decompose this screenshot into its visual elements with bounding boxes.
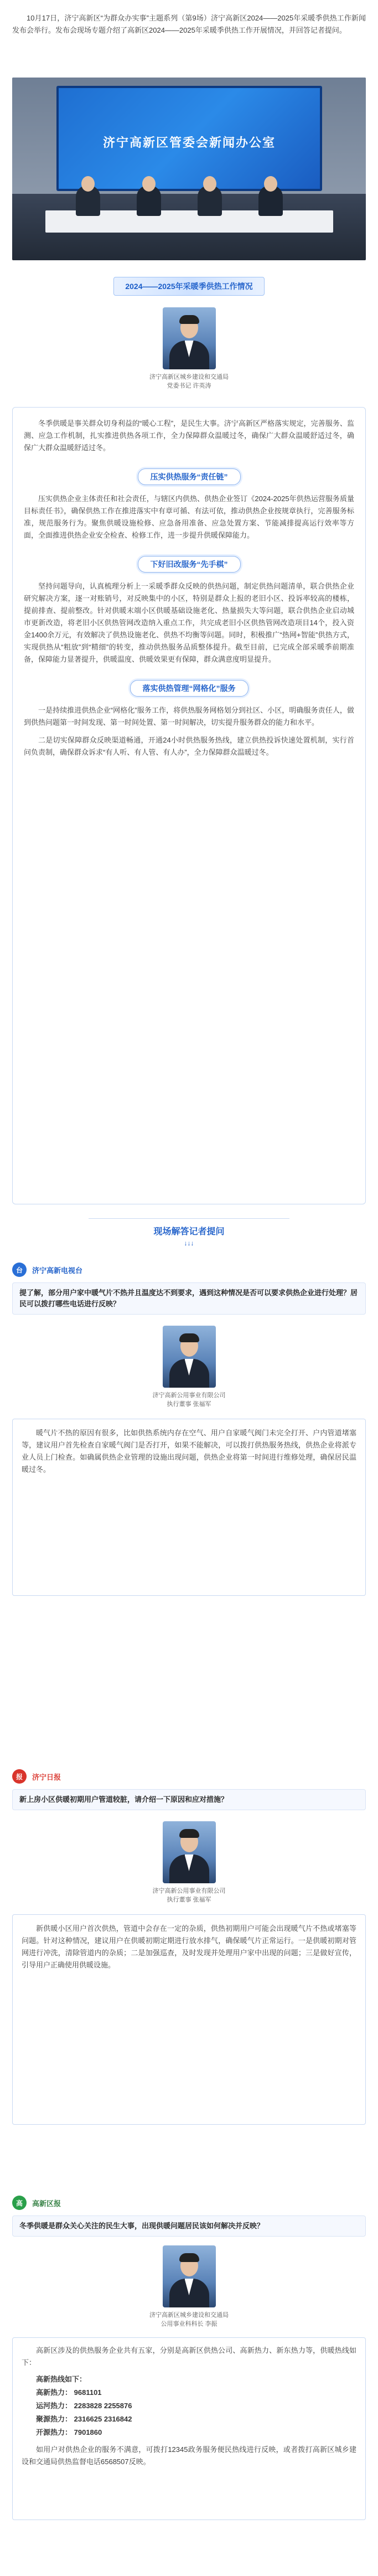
hotline-name: 聚源热力： bbox=[36, 2415, 73, 2423]
speaker-1 bbox=[0, 307, 378, 390]
qa-block-2 bbox=[0, 1769, 378, 2125]
intro-paragraph: 10月17日，济宁高新区“为群众办实事”主题系列（第9场）济宁高新区2024——2025年采暖季供热工作新闻发布会举行。发布会现场专题介绍了高新区2024——2025年采暖季供热工作开展情况，并回答记者提问。 bbox=[12, 14, 366, 34]
qa-block-1 bbox=[0, 1263, 378, 1596]
media-name: 济宁高新电视台 bbox=[32, 1266, 83, 1275]
overview-card bbox=[12, 407, 366, 1204]
question-text: 提了解，部分用户家中暖气片不热并且温度达不到要求，遇到这种情况是否可以要求供热企业进行处理？居民可以拨打哪些电话进行反映？ bbox=[12, 1282, 366, 1315]
speaker-block bbox=[12, 1326, 366, 1409]
speaker-portrait bbox=[163, 307, 216, 369]
hotline-number[interactable]: 7901860 bbox=[74, 2428, 102, 2436]
speaker-portrait bbox=[163, 1326, 216, 1388]
conference-photo bbox=[0, 78, 378, 260]
hotline-name: 开源热力： bbox=[36, 2428, 73, 2436]
sub3-paragraph-2: 二是切实保障群众反映渠道畅通，开通24小时供热服务热线，建立供热投诉快速处置机制，实行首问负责制，确保群众诉求“有人听、有人管、有人办”，全力保障群众温暖过冬。 bbox=[24, 736, 354, 756]
sub1-title: 压实供热服务“责任链” bbox=[138, 468, 241, 485]
speaker-org: 济宁高新公用事业有限公司 bbox=[152, 1392, 226, 1399]
media-header bbox=[12, 1263, 366, 1277]
media-logo-icon: 高 bbox=[12, 2196, 27, 2210]
speaker-org: 济宁高新区城乡建设和交通局 bbox=[149, 374, 229, 380]
sub2-paragraph: 坚持问题导向，认真梳理分析上一采暖季群众反映的供热问题，制定供热问题清单，联合供热企业研究解决方案，逐一对账销号，对反映集中的小区，特别是群众上报的老旧小区、投诉率较高的楼栋，提前排查、提前整改。针对供暖末端小区供暖基础设施老化、热量损失大等问题，联合供热企业启动城市更新改造，将老旧小区供热管网改造纳入重点工作，共完成老旧小区供热管网改造项目14个，投入资金1400余万元，有效解决了供热设施老化、供热不均衡等问题。同时，积极推广“热网+智能”供热方式，实现供热从“粗放”到“精细”的转变，推动供热服务品质整体提升。截至目前，已完成全部采暖季前期准备，保障能力显著提升，供暖温度、供暖效果更有保障，群众满意度明显提升。 bbox=[24, 582, 354, 663]
sub1-paragraph: 压实供热企业主体责任和社会责任，与辖区内供热、供热企业签订《2024-2025年供热运营服务质量目标责任书》，确保供热工作在推进落实中有章可循、有法可依，推动供热企业按规章执行，完善服务标准，规范服务行为。聚焦供暖设施检修、应急备用准备、应急处置方案、节能减排提高运行效率等方面，全面推进供热企业安全检查、检修工作，进一步提升供暖保障能力。 bbox=[24, 494, 354, 539]
sub3-paragraph-1: 一是持续推进供热企业“网格化”服务工作，将供热服务网格划分到社区、小区，明确服务责任人，做到供热问题第一时间发现、第一时间处置、第一时间解决，切实提升服务群众的能力和水平。 bbox=[24, 706, 354, 727]
qa-block-3 bbox=[0, 2196, 378, 2520]
answer-outro: 如用户对供热企业的服务不满意，可拨打12345政务服务便民热线进行反映，或者拨打高新区城乡建设和交通局供热监督电话6568507反映。 bbox=[22, 2445, 356, 2466]
speaker-org: 济宁高新区城乡建设和交通局 bbox=[149, 2312, 229, 2319]
hotline-row bbox=[36, 2386, 356, 2399]
hotline-list bbox=[22, 2386, 356, 2439]
media-header bbox=[12, 2196, 366, 2210]
speaker-block bbox=[12, 1821, 366, 1904]
hotlines-title: 高新热线如下： bbox=[36, 2375, 87, 2383]
hotline-number[interactable]: 9681101 bbox=[74, 2388, 102, 2397]
speaker-title: 党委书记 许英涛 bbox=[167, 383, 211, 389]
answer-intro: 高新区涉及的供热服务企业共有五家，分别是高新区供热公司、高新热力、新东热力等，供暖热线如下： bbox=[22, 2346, 356, 2367]
hotline-name: 高新热力： bbox=[36, 2388, 73, 2397]
answer-box bbox=[12, 1914, 366, 2125]
speaker-title: 执行董事 张福军 bbox=[167, 1897, 211, 1903]
hotline-number[interactable]: 2283828 2255876 bbox=[74, 2402, 132, 2410]
hotline-number[interactable]: 2316625 2316842 bbox=[74, 2415, 132, 2423]
speaker-block bbox=[12, 2245, 366, 2328]
hotline-name: 运河热力： bbox=[36, 2402, 73, 2410]
photo-backdrop-text: 济宁高新区管委会新闻办公室 bbox=[102, 136, 276, 150]
media-name: 高新区报 bbox=[32, 2199, 61, 2208]
media-logo-icon: 台 bbox=[12, 1263, 27, 1277]
intro-section bbox=[0, 12, 378, 37]
speaker-title: 执行董事 张福军 bbox=[167, 1401, 211, 1408]
section-title-2 bbox=[0, 1218, 378, 1251]
overview-paragraph: 冬季供暖是事关群众切身利益的“暖心工程”，是民生大事。济宁高新区严格落实规定，完善服务、监测、应急工作机制，扎实推进供热各项工作，全力保障群众温暖过冬，确保广大群众温暖舒适过冬，确保广大群众温暖舒适过冬。 bbox=[24, 419, 354, 452]
speaker-portrait bbox=[163, 1821, 216, 1883]
hotline-row bbox=[36, 2399, 356, 2413]
question-text: 新上房小区供暖初期用户管道较脏，请介绍一下原因和应对措施？ bbox=[12, 1789, 366, 1810]
media-logo-icon: 报 bbox=[12, 1769, 27, 1784]
section-title-1 bbox=[0, 277, 378, 296]
chevron-down-icon: ↓↓↓ bbox=[184, 1239, 194, 1247]
answer-box bbox=[12, 1419, 366, 1596]
sub2-title: 下好旧改服务“先手棋” bbox=[138, 556, 241, 573]
hotline-row bbox=[36, 2413, 356, 2426]
question-text: 冬季供暖是群众关心关注的民生大事，出现供暖问题居民该如何解决并反映？ bbox=[12, 2216, 366, 2237]
answer-box bbox=[12, 2337, 366, 2520]
answer-text: 暖气片不热的原因有很多，比如供热系统内存在空气、用户自家暖气阀门未完全打开、户内管道堵塞等，建议用户首先检查自家暖气阀门是否打开，如果不能解决，可以拨打供热服务热线，供热企业将派专业人员上门检查。如确属供热企业管理的设施出现问题，供热企业将第一时间进行维修处理，确保居民温暖过冬。 bbox=[22, 1429, 356, 1474]
speaker-org: 济宁高新公用事业有限公司 bbox=[152, 1888, 226, 1894]
speaker-title: 公用事业科科长 李振 bbox=[160, 2321, 218, 2327]
media-name: 济宁日报 bbox=[32, 1773, 61, 1781]
sub3-title: 落实供热管理“网格化”服务 bbox=[130, 680, 248, 697]
speaker-portrait bbox=[163, 2245, 216, 2307]
section1-title: 2024——2025年采暖季供热工作情况 bbox=[113, 277, 264, 296]
hotline-row bbox=[36, 2426, 356, 2439]
section2-title: 现场解答记者提问 bbox=[153, 1227, 225, 1237]
media-header bbox=[12, 1769, 366, 1784]
answer-text: 新供暖小区用户首次供热，管道中会存在一定的杂质，供热初期用户可能会出现暖气片不热或堵塞等问题。针对这种情况，建议用户在供暖初期定期进行放水排气，确保暖气片正常运行。一是供暖初期对管网进行冲洗，清除管道内的杂质；二是加强巡查，及时发现并处理用户家中出现的问题；三是做好宣传，引导用户正确使用供暖设施。 bbox=[22, 1924, 356, 1969]
